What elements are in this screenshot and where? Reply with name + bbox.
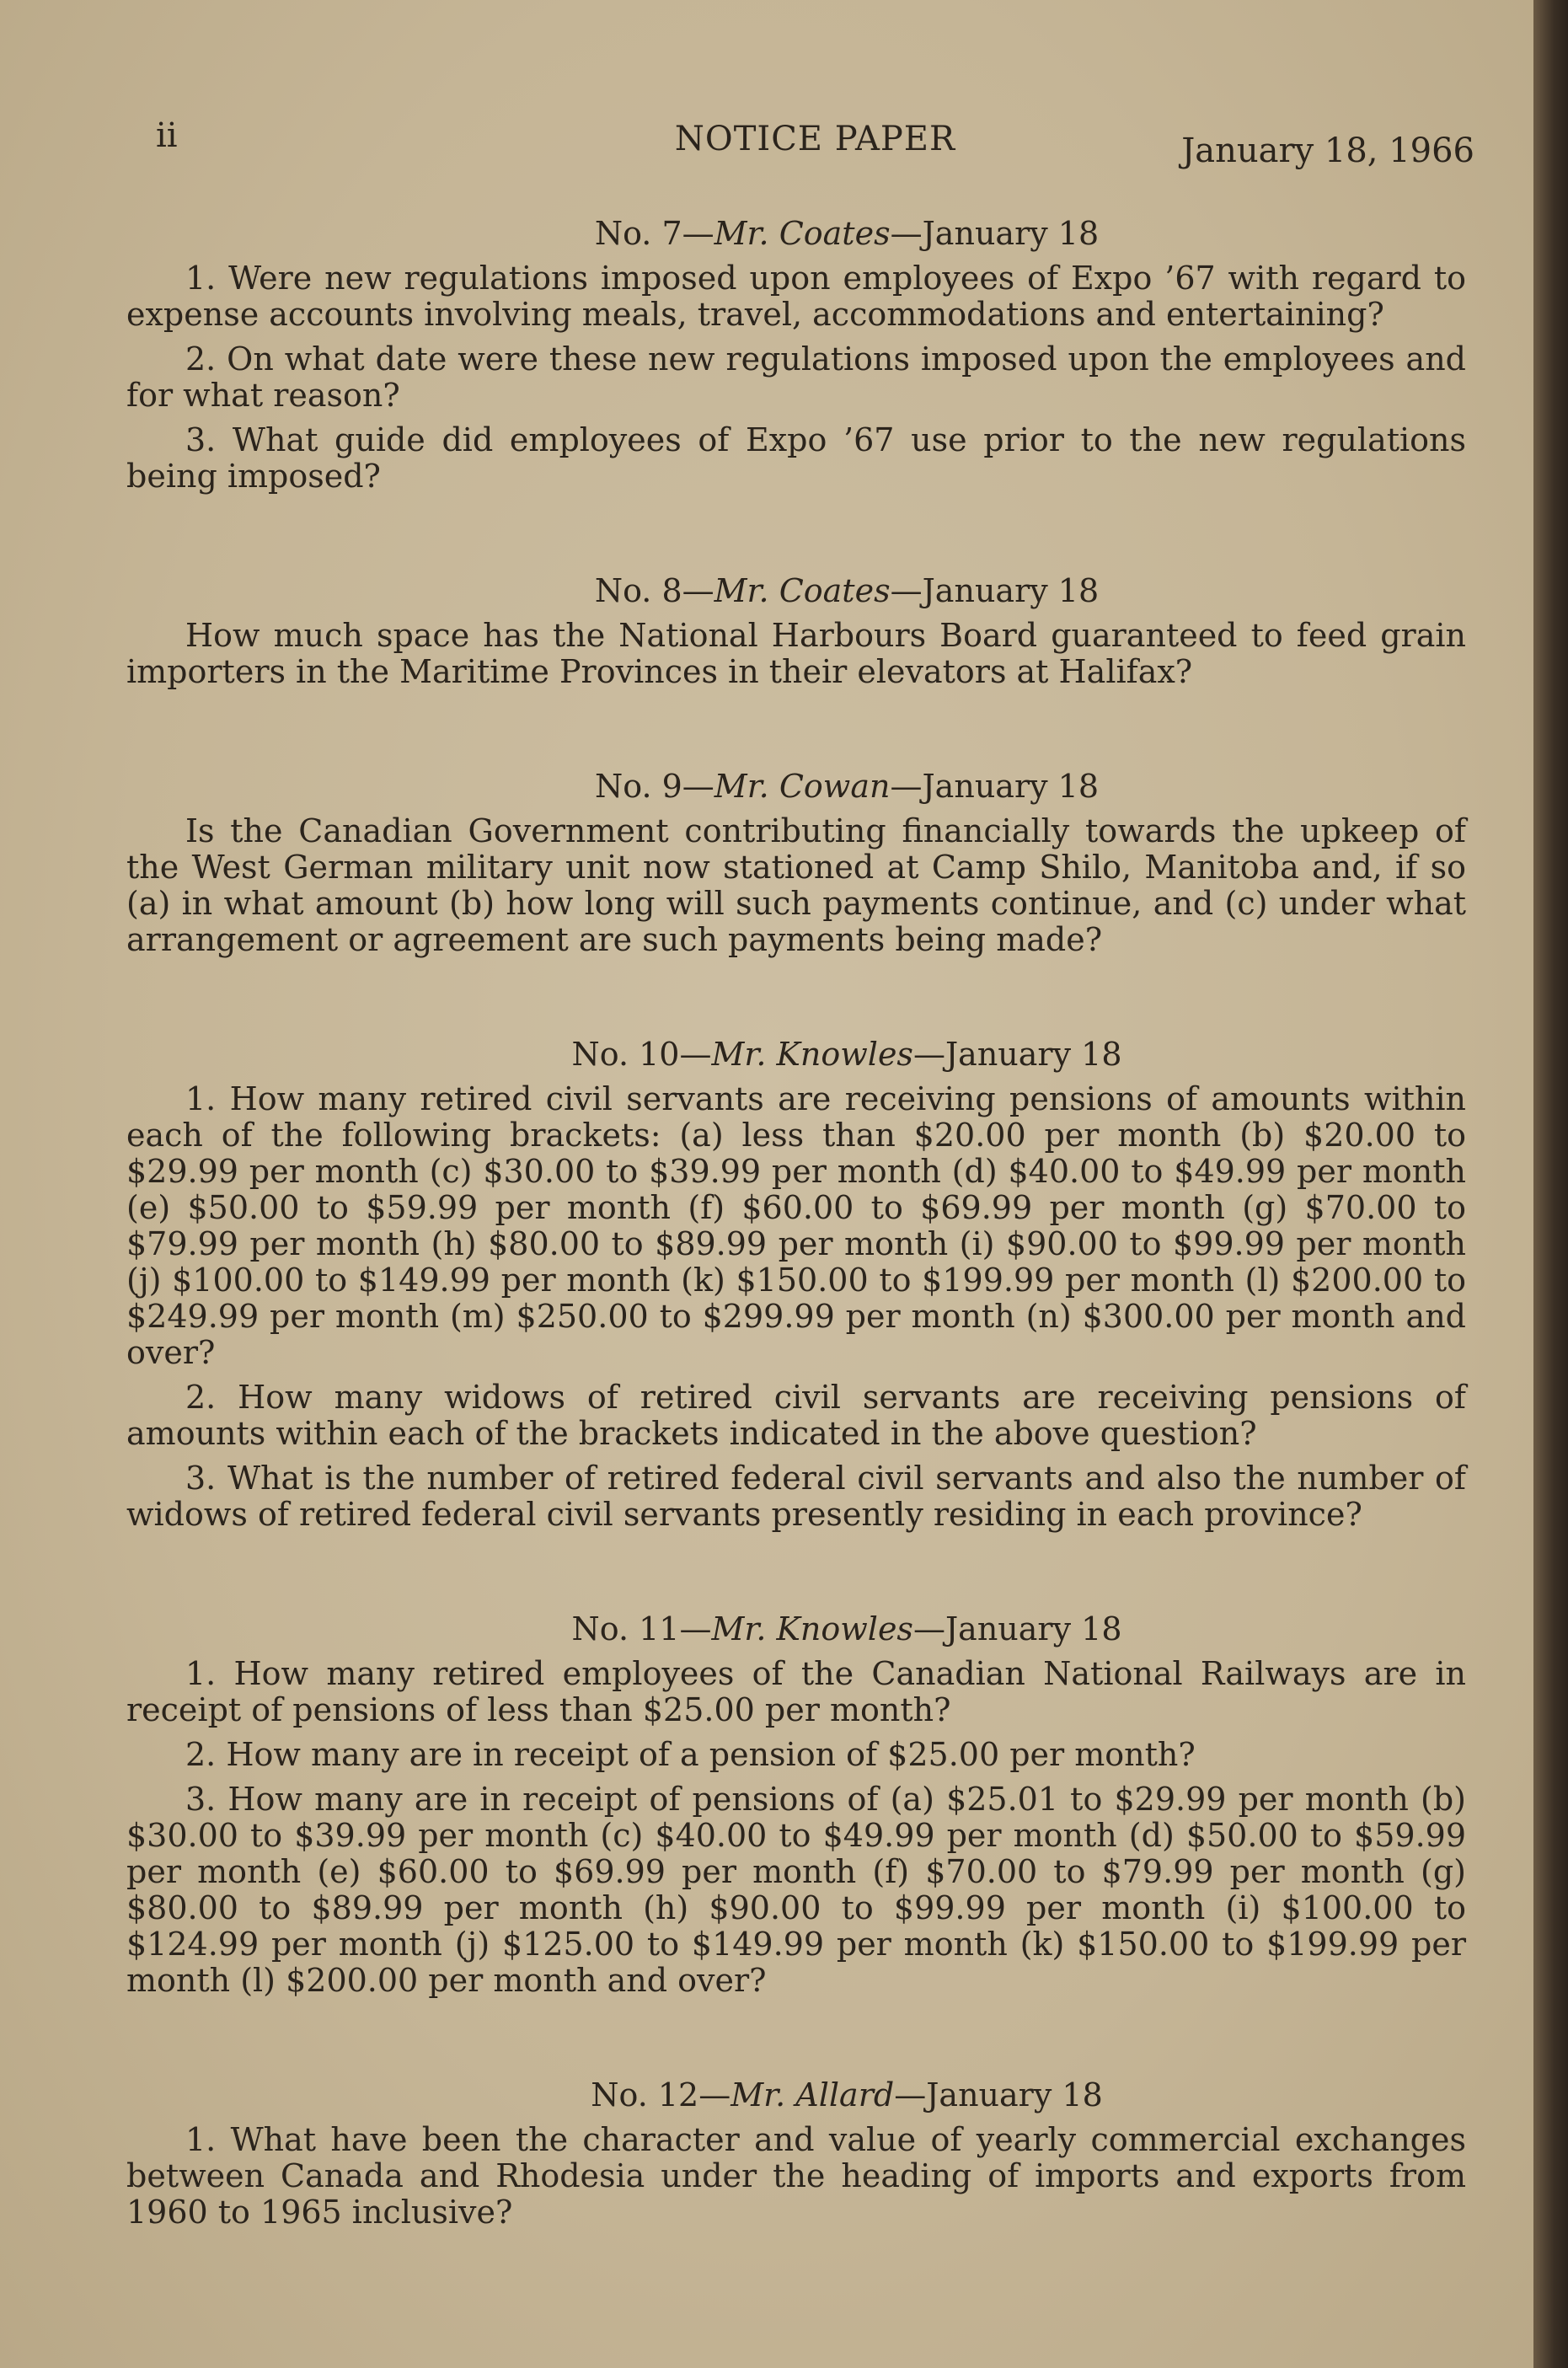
header-date: January 18, 1966 (1181, 131, 1474, 170)
question: 1. Were new regulations imposed upon employees of Expo ’67 with regard to expense accounts involving meals, travel, accommodations and entertaining? (126, 260, 1466, 333)
notice-8 (126, 572, 1466, 690)
page-title: NOTICE PAPER (674, 120, 956, 158)
notice-10 (126, 1036, 1466, 1533)
notice-heading: No. 7—Mr. Coates—January 18 (594, 215, 1100, 252)
question: 3. What is the number of retired federal civil servants and also the number of widows of retired federal civil servants presently residing in each province? (126, 1460, 1466, 1533)
question: 1. How many retired civil servants are receiving pensions of amounts within each of the following brackets: (a) less than $20.00 per month (b) $20.00 to $29.99 per month (c) $30.00 to $39.99 per month (d) $40.00 to $49.99 per month (e) $50.00 to $59.99 per month (f) $60.00 to $69.99 per month (g) $70.00 to $79.99 per month (h) $80.00 to $89.99 per month (i) $90.00 to $99.99 per month (j) $100.00 to $149.99 per month (k) $150.00 to $199.99 per month (l) $200.00 to $249.99 per month (m) $250.00 to $299.99 per month (n) $300.00 per month and over? (126, 1080, 1466, 1371)
notice-member: Mr. Knowles (711, 1610, 913, 1647)
notice-number: No. 8 (594, 572, 682, 609)
notice-heading: No. 8—Mr. Coates—January 18 (594, 572, 1100, 609)
question: How much space has the National Harbours Board guaranteed to feed grain importers in the Maritime Provinces in their elevators at Halifax? (126, 617, 1466, 690)
question: 2. On what date were these new regulations imposed upon the employees and for what reason? (126, 340, 1466, 414)
question: 3. How many are in receipt of pensions of (a) $25.01 to $29.99 per month (b) $30.00 to $39.99 per month (c) $40.00 to $49.99 per month (d) $50.00 to $59.99 per month (e) $60.00 to $69.99 per month (f) $70.00 to $79.99 per month (g) $80.00 to $89.99 per month (h) $90.00 to $99.99 per month (i) $100.00 to $124.99 per month (j) $125.00 to $149.99 per month (k) $150.00 to $199.99 per month (l) $200.00 per month and over? (126, 1781, 1466, 1999)
question: Is the Canadian Government contributing financially towards the upkeep of the West German military unit now stationed at Camp Shilo, Manitoba and, if so (a) in what amount (b) how long will such payments continue, and (c) under what arrangement or agreement are such payments being made? (126, 812, 1466, 958)
question: 2. How many are in receipt of a pension of $25.00 per month? (185, 1736, 1196, 1773)
notices-list (126, 215, 1466, 2308)
notice-member: Mr. Knowles (711, 1036, 913, 1073)
notice-heading: No. 12—Mr. Allard—January 18 (591, 2076, 1103, 2114)
notice-date: January 18 (922, 572, 1100, 609)
notice-11 (126, 1610, 1466, 1999)
notice-7 (126, 215, 1466, 495)
notice-9 (126, 768, 1466, 958)
notice-date: January 18 (922, 215, 1100, 252)
notice-number: No. 12 (591, 2076, 699, 2114)
notice-number: No. 11 (571, 1610, 680, 1647)
notice-date: January 18 (945, 1610, 1122, 1647)
notice-member: Mr. Coates (714, 572, 891, 609)
notice-date: January 18 (945, 1036, 1122, 1073)
notice-number: No. 10 (571, 1036, 680, 1073)
notice-member: Mr. Cowan (714, 768, 891, 805)
question: 3. What guide did employees of Expo ’67 use prior to the new regulations being imposed? (126, 421, 1466, 495)
notice-member: Mr. Allard (730, 2076, 895, 2114)
notice-heading: No. 11—Mr. Knowles—January 18 (571, 1610, 1122, 1647)
notice-heading: No. 10—Mr. Knowles—January 18 (571, 1036, 1122, 1073)
notice-12 (126, 2076, 1466, 2231)
question: 1. What have been the character and value of yearly commercial exchanges between Canada and Rhodesia under the heading of imports and exports from 1960 to 1965 inclusive? (126, 2121, 1466, 2231)
notice-heading: No. 9—Mr. Cowan—January 18 (594, 768, 1100, 805)
question: 1. How many retired employees of the Canadian National Railways are in receipt of pensions of less than $25.00 per month? (126, 1655, 1466, 1728)
page-number: ii (156, 116, 178, 155)
question: 2. How many widows of retired civil servants are receiving pensions of amounts within each of the brackets indicated in the above question? (126, 1379, 1466, 1452)
notice-date: January 18 (926, 2076, 1103, 2114)
notice-member: Mr. Coates (714, 215, 891, 252)
notice-date: January 18 (922, 768, 1100, 805)
notice-number: No. 9 (594, 768, 682, 805)
notice-number: No. 7 (594, 215, 682, 252)
book-spine-shadow (1533, 0, 1568, 2368)
page-header (156, 116, 1474, 170)
